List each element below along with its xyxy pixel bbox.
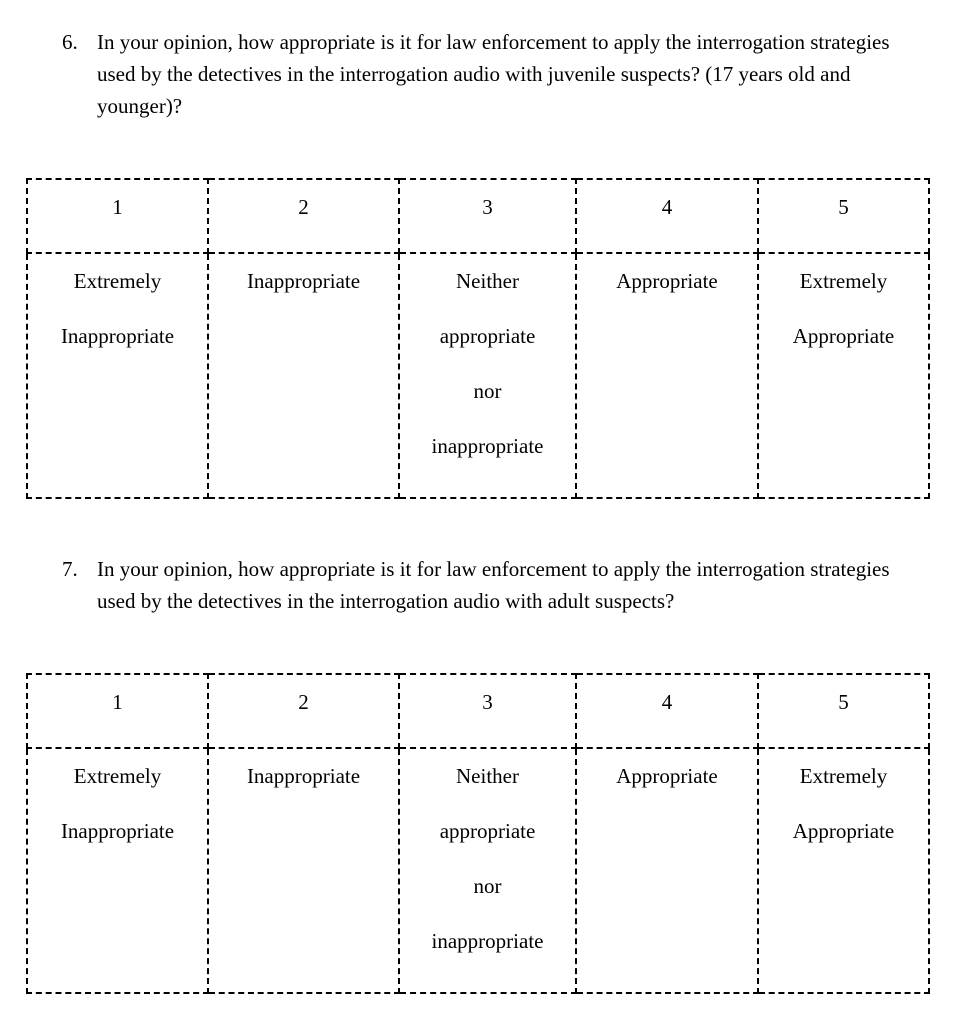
scale-label-line: Appropriate bbox=[792, 324, 895, 348]
question-6 bbox=[62, 0, 980, 122]
question-7-text: In your opinion, how appropriate is it for law enforcement to apply the interrogation strategies used by the detectives in the interrogation audio with adult suspects? bbox=[97, 557, 890, 613]
scale-label-line: nor bbox=[473, 874, 502, 898]
question-6-text: In your opinion, how appropriate is it for law enforcement to apply the interrogation strategies used by the detectives in the interrogation audio with juvenile suspects? (17 years old and younger)? bbox=[97, 30, 890, 118]
scale-label-line: appropriate bbox=[439, 324, 536, 348]
scale-value-cell-5: 5 bbox=[758, 179, 929, 253]
scale-value-cell-5: 5 bbox=[758, 674, 929, 748]
scale-label-line: Extremely bbox=[73, 764, 162, 788]
scale-label-line: Neither bbox=[456, 764, 519, 788]
scale-label-line: Appropriate bbox=[616, 269, 718, 293]
scale-value-cell-2: 2 bbox=[208, 179, 399, 253]
scale-label-line: Extremely bbox=[799, 269, 888, 293]
scale-label-line: Appropriate bbox=[792, 819, 895, 843]
scale-value-cell-2: 2 bbox=[208, 674, 399, 748]
scale-label-line: nor bbox=[473, 379, 502, 403]
scale-label-line: Inappropriate bbox=[60, 324, 175, 348]
scale-label-line: Appropriate bbox=[616, 764, 718, 788]
scale-value-row-q7 bbox=[27, 674, 929, 748]
scale-value-cell-4: 4 bbox=[576, 179, 758, 253]
scale-label-cell-inappropriate bbox=[208, 748, 399, 993]
scale-label-cell-appropriate bbox=[576, 253, 758, 498]
question-6-number: 6. bbox=[62, 30, 78, 54]
scale-label-line: Inappropriate bbox=[246, 269, 361, 293]
scale-label-line: appropriate bbox=[439, 819, 536, 843]
scale-label-line: Inappropriate bbox=[246, 764, 361, 788]
scale-label-line: Extremely bbox=[799, 764, 888, 788]
scale-label-cell-appropriate bbox=[576, 748, 758, 993]
scale-value-cell-4: 4 bbox=[576, 674, 758, 748]
scale-label-row-q6 bbox=[27, 253, 929, 498]
scale-label-line: Neither bbox=[456, 269, 519, 293]
scale-label-cell-extremely-appropriate bbox=[758, 253, 929, 498]
scale-label-cell-neither bbox=[399, 253, 576, 498]
scale-label-line: inappropriate bbox=[431, 929, 544, 953]
scale-label-cell-extremely-inappropriate bbox=[27, 253, 208, 498]
scale-label-cell-neither bbox=[399, 748, 576, 993]
scale-value-cell-3: 3 bbox=[399, 179, 576, 253]
scale-label-line: Extremely bbox=[73, 269, 162, 293]
scale-label-cell-extremely-appropriate bbox=[758, 748, 929, 993]
scale-value-cell-1: 1 bbox=[27, 179, 208, 253]
rating-scale-table-q7 bbox=[26, 673, 930, 994]
rating-scale-table-q6 bbox=[26, 178, 930, 499]
scale-value-row-q6 bbox=[27, 179, 929, 253]
scale-label-cell-extremely-inappropriate bbox=[27, 748, 208, 993]
scale-value-cell-1: 1 bbox=[27, 674, 208, 748]
scale-label-cell-inappropriate bbox=[208, 253, 399, 498]
scale-label-line: Inappropriate bbox=[60, 819, 175, 843]
scale-label-line: inappropriate bbox=[431, 434, 544, 458]
question-7-number: 7. bbox=[62, 557, 78, 581]
scale-label-row-q7 bbox=[27, 748, 929, 993]
question-7 bbox=[62, 553, 980, 617]
scale-value-cell-3: 3 bbox=[399, 674, 576, 748]
